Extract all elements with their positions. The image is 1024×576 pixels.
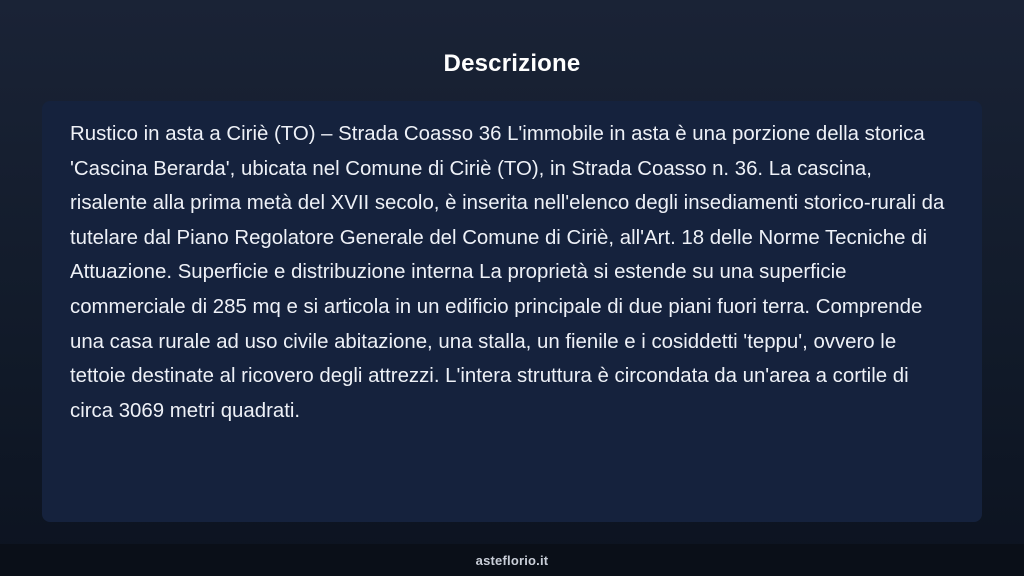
description-text: Rustico in asta a Ciriè (TO) – Strada Coasso 36 L'immobile in asta è una porzione della storica 'Cascina Berarda', ubicata nel Comune di Ciriè (TO), in Strada Coasso n. 36. La cascina, risalente alla prima metà del XVII secolo, è inserita nell'elenco degli insediamenti storico-rurali da tutelare dal Piano Regolatore Generale del Comune di Ciriè, all'Art. 18 delle Norme Tecniche di Attuazione. Superficie e distribuzione interna La proprietà si estende su una superficie commerciale di 285 mq e si articola in un edificio principale di due piani fuori terra. Comprende una casa rurale ad uso civile abitazione, una stalla, un fienile e i cosiddetti 'teppu', ovvero le tettoie destinate al ricovero degli attrezzi. L'intera struttura è circondata da un'area a cortile di circa 3069 metri quadrati.: [70, 123, 945, 422]
description-card: [42, 101, 982, 522]
footer-bar: [0, 544, 1024, 576]
footer-site-label: asteflorio.it: [475, 552, 549, 568]
page-title: Descrizione: [443, 50, 581, 77]
